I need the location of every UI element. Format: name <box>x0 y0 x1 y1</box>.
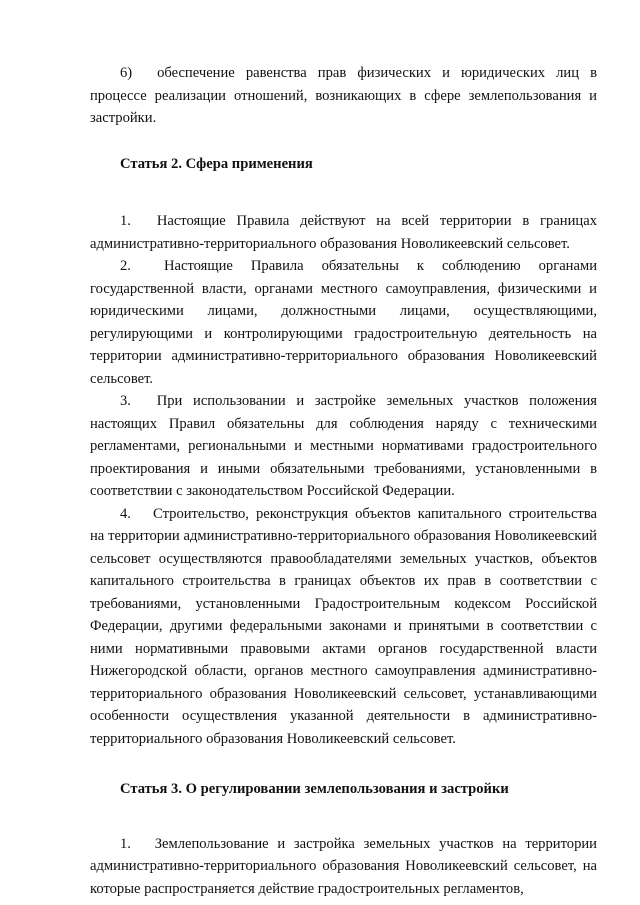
paragraph-text: Настоящие Правила обязательны к соблюдению органами государственной власти, органами местного самоуправления, физическими и юридическими лицами, должностными лицами, осуществляющими, регулирующими и контролирующими градостроительную деятельность на территории административно-территориального образования Новоликеевский сельсовет. <box>90 258 597 387</box>
list-number: 2. <box>120 258 131 274</box>
list-number: 4. <box>120 505 131 522</box>
article-2-item-2 <box>90 255 597 390</box>
list-number: 1. <box>120 835 131 852</box>
article-2-item-3 <box>90 390 597 503</box>
article-3-item-1 <box>90 833 597 901</box>
paragraph-text: Землепользование и застройка земельных участков на территории административно-территориального образования Новоликеевский сельсовет, на которые распространяется действие градостроительных регламентов, <box>90 835 597 897</box>
article-2-heading: Статья 2. Сфера применения <box>120 155 313 172</box>
article-2-item-1 <box>90 210 597 255</box>
paragraph-text: При использовании и застройке земельных участков положения настоящих Правил обязательны для соблюдения наряду с техническими регламентами, региональными и местными нормативами градостроительного проектирования и иными обязательными требованиями, установленными в соответствии с законодательством Российской Федерации. <box>90 393 597 499</box>
document-page <box>90 62 597 900</box>
intro-item-6 <box>90 62 597 130</box>
article-2-item-4 <box>90 503 597 751</box>
list-number: 1. <box>120 213 131 229</box>
paragraph-text: обеспечение равенства прав физических и юридических лиц в процессе реализации отношений, возникающих в сфере землепользования и застройки. <box>90 65 597 126</box>
article-3-heading: Статья 3. О регулировании землепользования и застройки <box>120 781 509 797</box>
list-number: 6) <box>120 65 133 81</box>
paragraph-text: Настоящие Правила действуют на всей территории в границах административно-территориального образования Новоликеевский сельсовет. <box>90 213 598 252</box>
paragraph-text: Строительство, реконструкция объектов капитального строительства на территории административно-территориального образования Новоликеевский сельсовет осуществляются правообладателями земельных участков, объектов капитального строительства в границах объектов их прав в соответствии с требованиями, установленными Градостроительным кодексом Российской Федерации, другими федеральными законами и принятыми в соответствии с ними нормативными правовыми актами органов государственной власти Нижегородской области, органов местного самоуправления административно-территориального образования Новоликеевский сельсовет, устанавливающими особенности осуществления указанной деятельности в административно-территориального образования Новоликеевский сельсовет. <box>90 505 597 747</box>
list-number: 3. <box>120 393 131 409</box>
